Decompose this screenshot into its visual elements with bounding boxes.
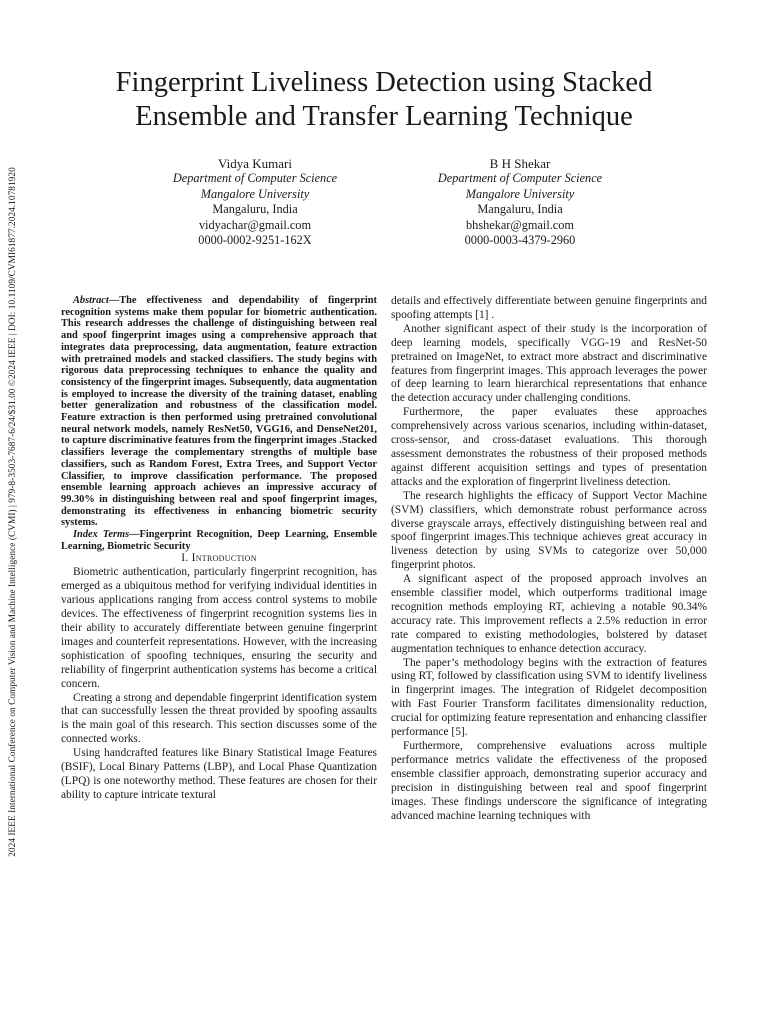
left-column bbox=[61, 295, 377, 803]
body-paragraph: Biometric authentication, particularly fingerprint recognition, has emerged as a ubiquitous method for verifying individual identities in various applications ranging from access control systems to mobile devices. The effectiveness of fingerprint recognition systems lies in their ability to accurately differentiate between genuine fingerprint images and counterfeit representations. However, with the increasing sophistication of spoofing techniques, ensuring the security and reliability of fingerprint authentication systems has become a critical concern. bbox=[61, 566, 377, 690]
author-location: Mangaluru, India bbox=[477, 202, 563, 217]
body-paragraph: Furthermore, comprehensive evaluations across multiple performance metrics validate the effectiveness of the proposed ensemble classifier approach, demonstrating superior accuracy and precision in distinguishing between real and spoof fingerprint images. These findings underscore the significance of integrating advanced machine learning techniques with bbox=[391, 740, 707, 822]
body-paragraph: The paper’s methodology begins with the extraction of features using RT, followed by classification using SVM to identify liveliness in fingerprint images. The integration of Ridgelet decomposition with Fast Fourier Transform facilitates dimensionality reduction, crucial for optimizing feature representation and enhancing classifier performance [5]. bbox=[391, 656, 707, 739]
body-paragraph: Furthermore, the paper evaluates these approaches comprehensively across various scenarios, including within-dataset, cross-sensor, and cross-dataset evaluations. This thorough assessment demonstrates the robustness of their proposed methods against different acquisition settings and types of presentation attacks and the exploration of fingerprint liveliness detection. bbox=[391, 406, 707, 488]
author-block-1 bbox=[130, 156, 380, 248]
body-paragraph: A significant aspect of the proposed approach involves an ensemble classifier model, which outperforms traditional image recognition methods employing RT, achieving a notable 90.34% accuracy rate. This improvement reflects a 2.5% reduction in error rate compared to existing methodologies, bolstered by dataset augmentation techniques to enhance detection accuracy. bbox=[391, 573, 707, 655]
author-name: B H Shekar bbox=[489, 156, 551, 171]
right-column bbox=[391, 295, 707, 823]
author-university: Mangalore University bbox=[465, 186, 575, 201]
author-orcid: 0000-0003-4379-2960 bbox=[464, 233, 576, 248]
author-university: Mangalore University bbox=[200, 186, 310, 201]
author-email: bhshekar@gmail.com bbox=[466, 217, 574, 232]
author-location: Mangaluru, India bbox=[212, 202, 298, 217]
section-heading bbox=[61, 552, 377, 566]
index-terms: Index Terms—Fingerprint Recognition, Deep Learning, Ensemble Learning, Biometric Security bbox=[61, 529, 377, 552]
sidebar-citation: 2024 IEEE International Conference on Computer Vision and Machine Intelligence (CVMI) | 979-8-3503-7687-6/24/$31.00 ©2024 IEEE | DOI: 10.1109/CVMI61877.2024.10781920 bbox=[8, 167, 18, 857]
abstract: Abstract—The effectiveness and dependability of fingerprint recognition systems make them popular for biometric authentication. This research addresses the challenge of distinguishing between real and spoof fingerprint images using a comprehensive approach that integrates data preprocessing, data augmentation, feature extraction with pretrained models and stacked classifiers. The study begins with rigorous data preprocessing techniques to enhance the quality and consistency of the fingerprint images. Subsequently, data augmentation is employed to increase the diversity of the training dataset, enabling better generalization and robustness of the classification model. Feature extraction is then performed using pretrained convolutional neural network models, namely ResNet50, VGG16, and DenseNet201, to capture discriminative features from the fingerprint images .Stacked classifiers leverage the complementary strengths of multiple base classifiers, such as Random Forest, Extra Trees, and Support Vector Classifier, to improve classification performance. The proposed ensemble learning approach achieves an impressive accuracy of 99.30% in distinguishing between real and spoof fingerprint images, demonstrating its effectiveness in enhancing biometric security systems. bbox=[61, 295, 377, 529]
body-paragraph: Another significant aspect of their study is the incorporation of deep learning models, specifically VGG-19 and ResNet-50 pretrained on ImageNet, to extract more abstract and discriminative features from fingerprint images. This approach leverages the power of deep learning to learn hierarchical representations that enhance the detection accuracy under challenging conditions. bbox=[391, 322, 707, 405]
section-number: I. bbox=[181, 552, 189, 565]
author-department: Department of Computer Science bbox=[172, 171, 338, 186]
author-name: Vidya Kumari bbox=[218, 156, 292, 171]
body-paragraph: details and effectively differentiate between genuine fingerprints and spoofing attempts [1] . bbox=[391, 295, 707, 321]
body-paragraph: The research highlights the efficacy of Support Vector Machine (SVM) classifiers, which demonstrate robust performance across diverse grayscale arrays, effectively distinguishing between real and spoof fingerprint images.This technique achieves great accuracy in liveness detection by using SVMs to categorize over 50,000 fingerprint photos. bbox=[391, 489, 707, 572]
index-terms-label: Index Terms bbox=[73, 529, 130, 541]
author-email: vidyachar@gmail.com bbox=[198, 217, 312, 232]
author-department: Department of Computer Science bbox=[437, 171, 603, 186]
author-block-2 bbox=[395, 156, 645, 248]
abstract-text: The effectiveness and dependability of fingerprint recognition systems make them popular for biometric authentication. This research addresses the challenge of distinguishing between real and spoof fingerprint images using a comprehensive approach that integrates data preprocessing, data augmentation, feature extraction with pretrained models and stacked classifiers. The study begins with rigorous data preprocessing techniques to enhance the quality and consistency of the fingerprint images. Subsequently, data augmentation is employed to increase the diversity of the training dataset, enabling better generalization and robustness of the classification model. Feature extraction is then performed using pretrained convolutional neural network models, namely ResNet50, VGG16, and DenseNet201, to capture discriminative features from the fingerprint images .Stacked classifiers leverage the complementary strengths of multiple base classifiers, such as Random Forest, Extra Trees, and Support Vector Classifier, to improve classification performance. The proposed ensemble learning approach achieves an impressive accuracy of 99.30% in distinguishing between real and spoof fingerprint images, demonstrating its effectiveness in enhancing biometric security systems. bbox=[61, 295, 377, 529]
index-terms-text: Fingerprint Recognition, Deep Learning, Ensemble Learning, Biometric Security bbox=[61, 529, 377, 552]
conference-sidebar bbox=[6, 130, 20, 894]
abstract-label: Abstract bbox=[73, 295, 109, 306]
section-title: Introduction bbox=[191, 552, 257, 565]
author-orcid: 0000-0002-9251-162X bbox=[198, 233, 312, 248]
paper-title: Fingerprint Liveliness Detection using Stacked Ensemble and Transfer Learning Technique bbox=[115, 67, 653, 132]
body-paragraph: Using handcrafted features like Binary Statistical Image Features (BSIF), Local Binary Patterns (LBP), and Local Phase Quantization (LPQ) is one noteworthy method. These features are chosen for their ability to capture intricate textural bbox=[61, 747, 377, 801]
body-paragraph: Creating a strong and dependable fingerprint identification system that can successfully lessen the threat provided by spoofing assaults is the main goal of this research. This section discusses some of the connected works. bbox=[61, 691, 377, 746]
